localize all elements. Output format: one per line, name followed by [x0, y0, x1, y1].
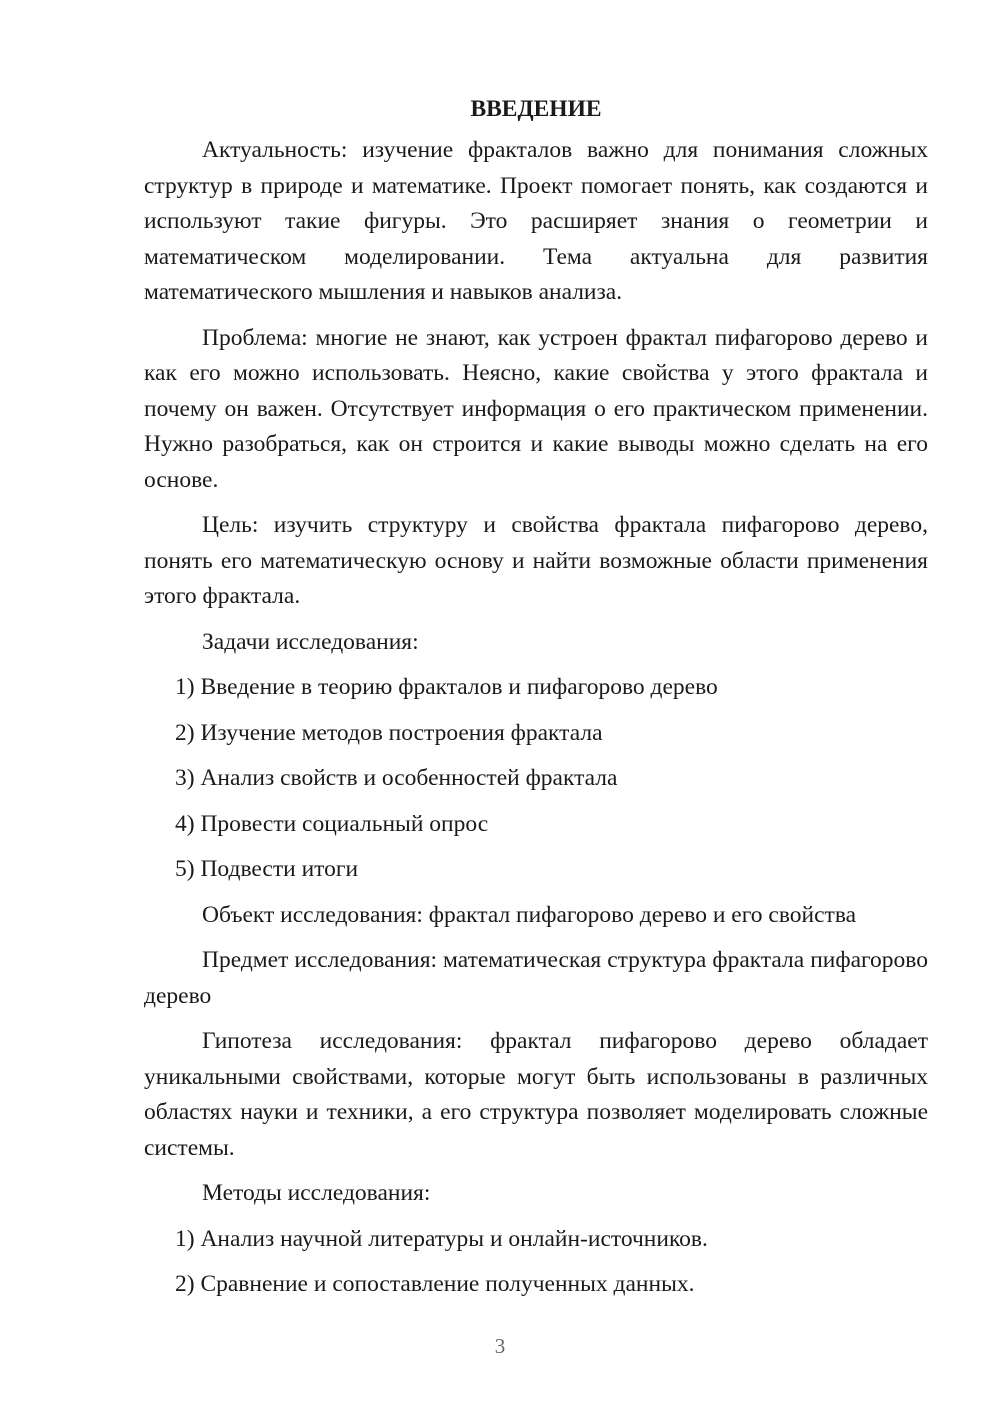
task-item-2: 2) Изучение методов построения фрактала [175, 719, 603, 746]
task-item-4: 4) Провести социальный опрос [175, 810, 489, 837]
method-item-1: 1) Анализ научной литературы и онлайн-источников. [175, 1225, 708, 1252]
task-item-3: 3) Анализ свойств и особенностей фрактала [175, 765, 618, 791]
problem-paragraph: Проблема: многие не знают, как устроен фрактал пифагорово дерево и как его можно использовать. Неясно, какие свойства у этого фрактала и почему он важен. Отсутствует информация о его практическом применении. Нужно разобраться, как он строится и какие выводы можно сделать на его основе. [144, 324, 928, 493]
methods-title: Методы исследования: [202, 1180, 431, 1206]
goal-paragraph: Цель: изучить структуру и свойства фрактала пифагорово дерево, понять его математическую основу и найти возможные области применения этого фрактала. [144, 512, 928, 609]
task-item-5: 5) Подвести итоги [175, 856, 359, 882]
document-page [144, 92, 928, 1313]
object-paragraph: Объект исследования: фрактал пифагорово дерево и его свойства [202, 901, 857, 928]
hypothesis-paragraph: Гипотеза исследования: фрактал пифагорово дерево обладает уникальными свойствами, которые могут быть использованы в различных областях науки и техники, а его структура позволяет моделировать сложные системы. [144, 1028, 928, 1161]
tasks-title: Задачи исследования: [202, 628, 419, 655]
task-item-1: 1) Введение в теорию фракталов и пифагорово дерево [175, 674, 718, 700]
subject-paragraph: Предмет исследования: математическая структура фрактала пифагорово дерево [144, 947, 928, 1009]
method-item-2: 2) Сравнение и сопоставление полученных данных. [175, 1271, 695, 1297]
page-number: 3 [494, 1334, 506, 1358]
relevance-paragraph: Актуальность: изучение фракталов важно для понимания сложных структур в природе и математике. Проект помогает понять, как создаются и используют такие фигуры. Это расширяет знания о геометрии и математическом моделировании. Тема актуальна для развития математического мышления и навыков анализа. [144, 137, 928, 305]
section-heading: ВВЕДЕНИЕ [470, 96, 602, 122]
